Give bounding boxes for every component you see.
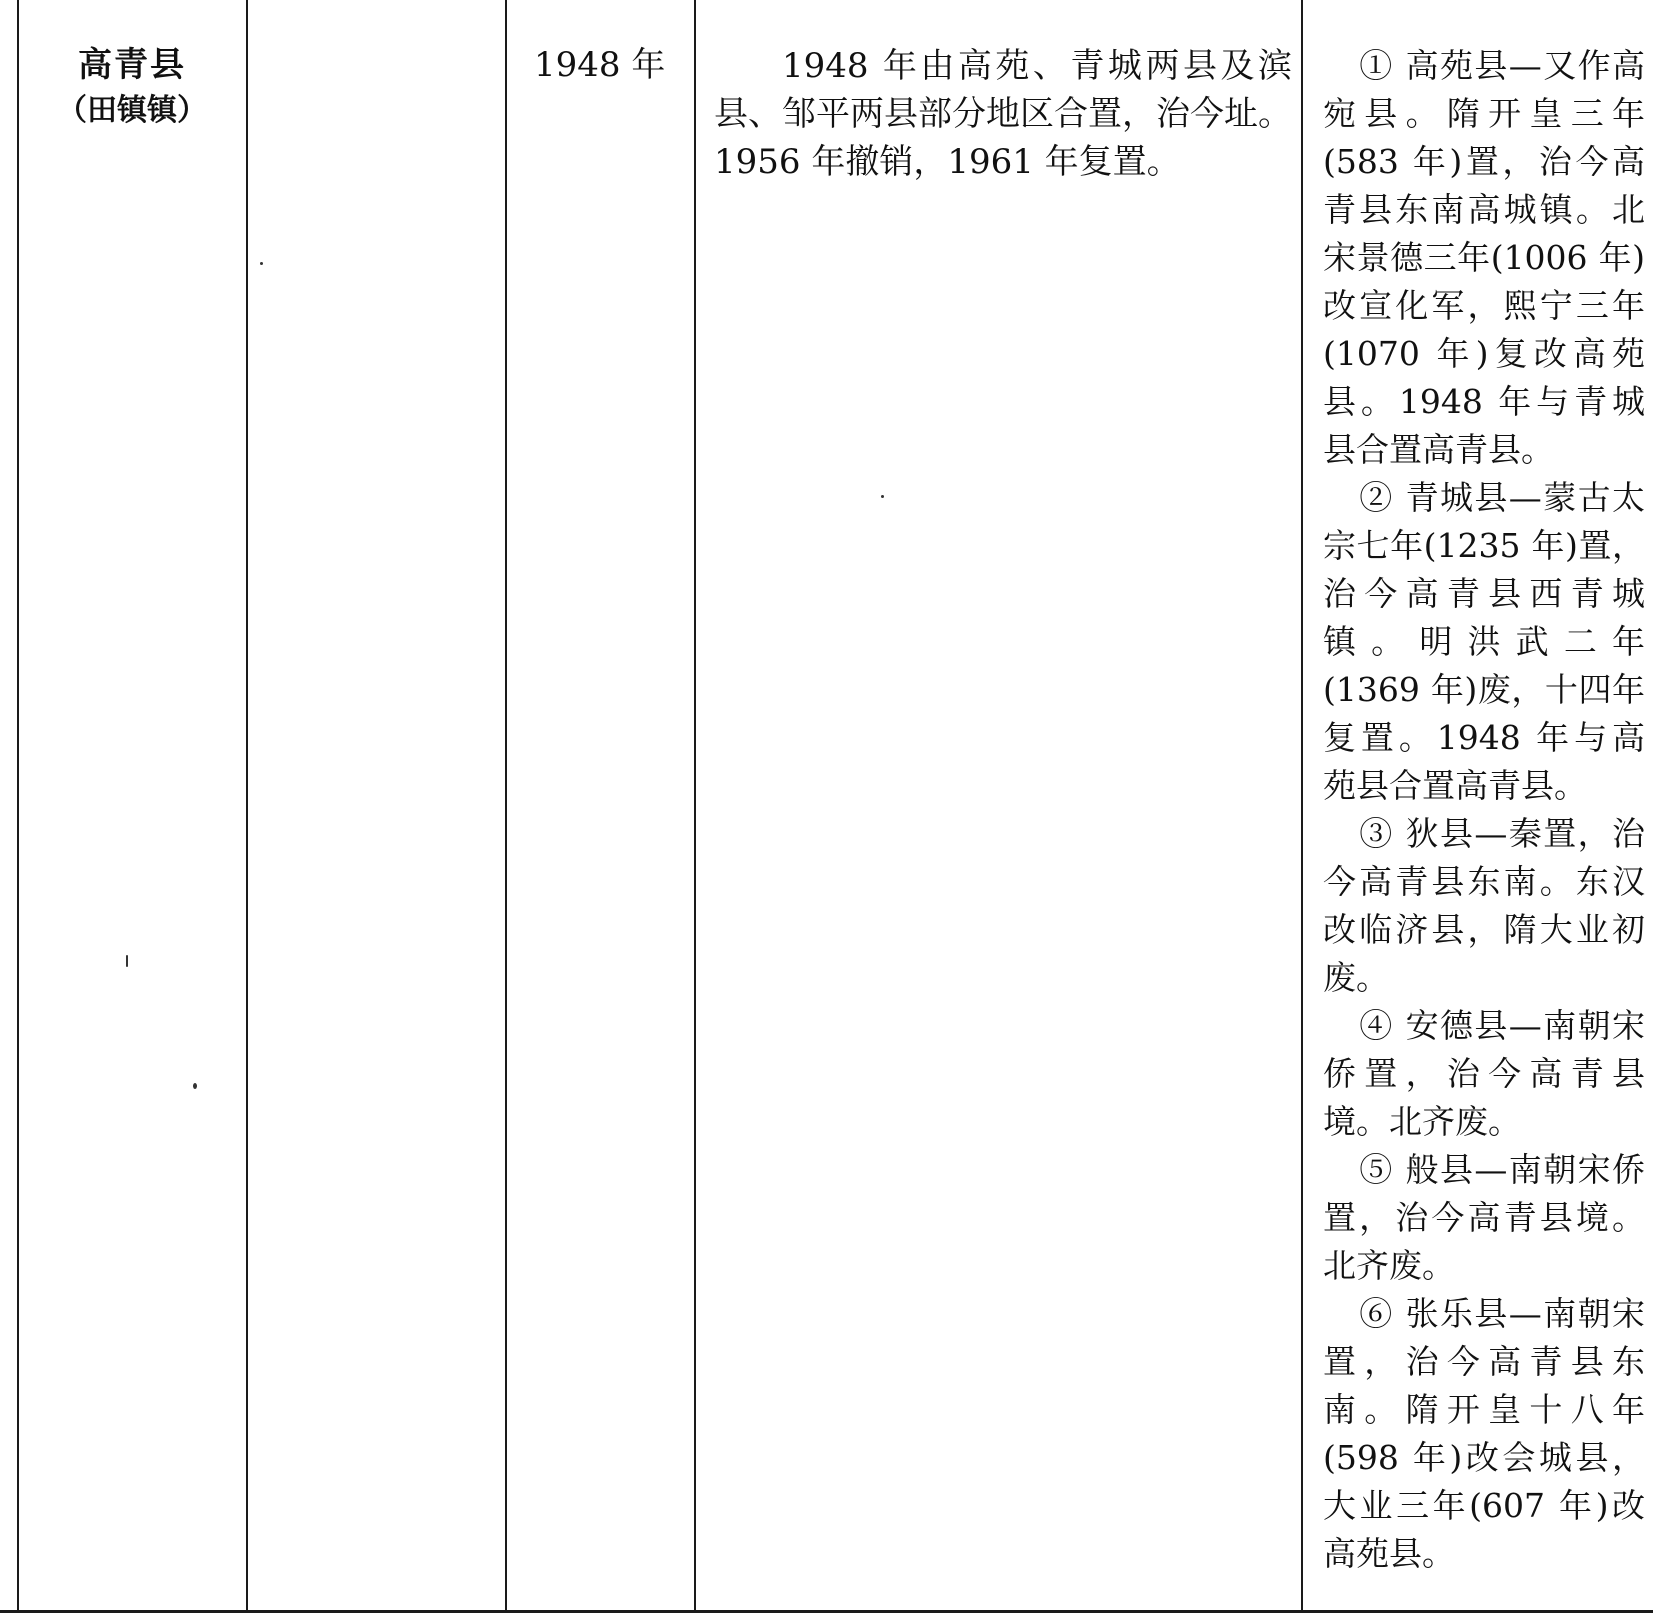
county-seat: （田镇镇） (57, 93, 207, 128)
note-item: ③ 狄县—秦置，治今高青县东南。东汉改临济县，隋大业初废。 (1323, 814, 1645, 997)
note-item: ① 高苑县—又作高宛县。隋开皇三年(583 年)置，治今高青县东南高城镇。北宋景德三年(1006 年)改宣化军，熙宁三年(1070 年)复改高苑县。1948 年与青城县合置高青县。 (1323, 46, 1645, 469)
history-text: 1948 年由高苑、青城两县及滨县、邹平两县部分地区合置，治今址。1956 年撤销，1961 年复置。 (714, 46, 1292, 182)
county-name-cell (18, 0, 246, 134)
note-item: ⑤ 般县—南朝宋侨置，治今高青县境。北齐废。 (1323, 1150, 1645, 1285)
empty-cell (248, 0, 504, 1610)
establishment-year-cell (510, 0, 690, 88)
scan-speck (126, 955, 128, 967)
county-name: 高青县 (78, 45, 186, 85)
establishment-year: 1948 年 (534, 45, 666, 85)
column-divider-4 (1301, 0, 1303, 1613)
scan-speck (260, 262, 263, 265)
scan-speck (881, 495, 884, 498)
column-divider-3 (694, 0, 696, 1613)
note-item: ② 青城县—蒙古太宗七年(1235 年)置，治今高青县西青城镇。明洪武二年(1369 年)废，十四年复置。1948 年与高苑县合置高青县。 (1323, 478, 1645, 805)
notes-cell (1309, 0, 1653, 1578)
column-divider-2 (505, 0, 507, 1613)
table-border-left (17, 0, 19, 1613)
note-item: ⑥ 张乐县—南朝宋置，治今高青县东南。隋开皇十八年(598 年)改会城县，大业三年(607 年)改高苑县。 (1323, 1294, 1645, 1573)
history-cell (700, 0, 1300, 186)
table-bottom-border (0, 1610, 1653, 1613)
scan-speck (193, 1083, 197, 1089)
note-item: ④ 安德县—南朝宋侨置，治今高青县境。北齐废。 (1323, 1006, 1645, 1141)
